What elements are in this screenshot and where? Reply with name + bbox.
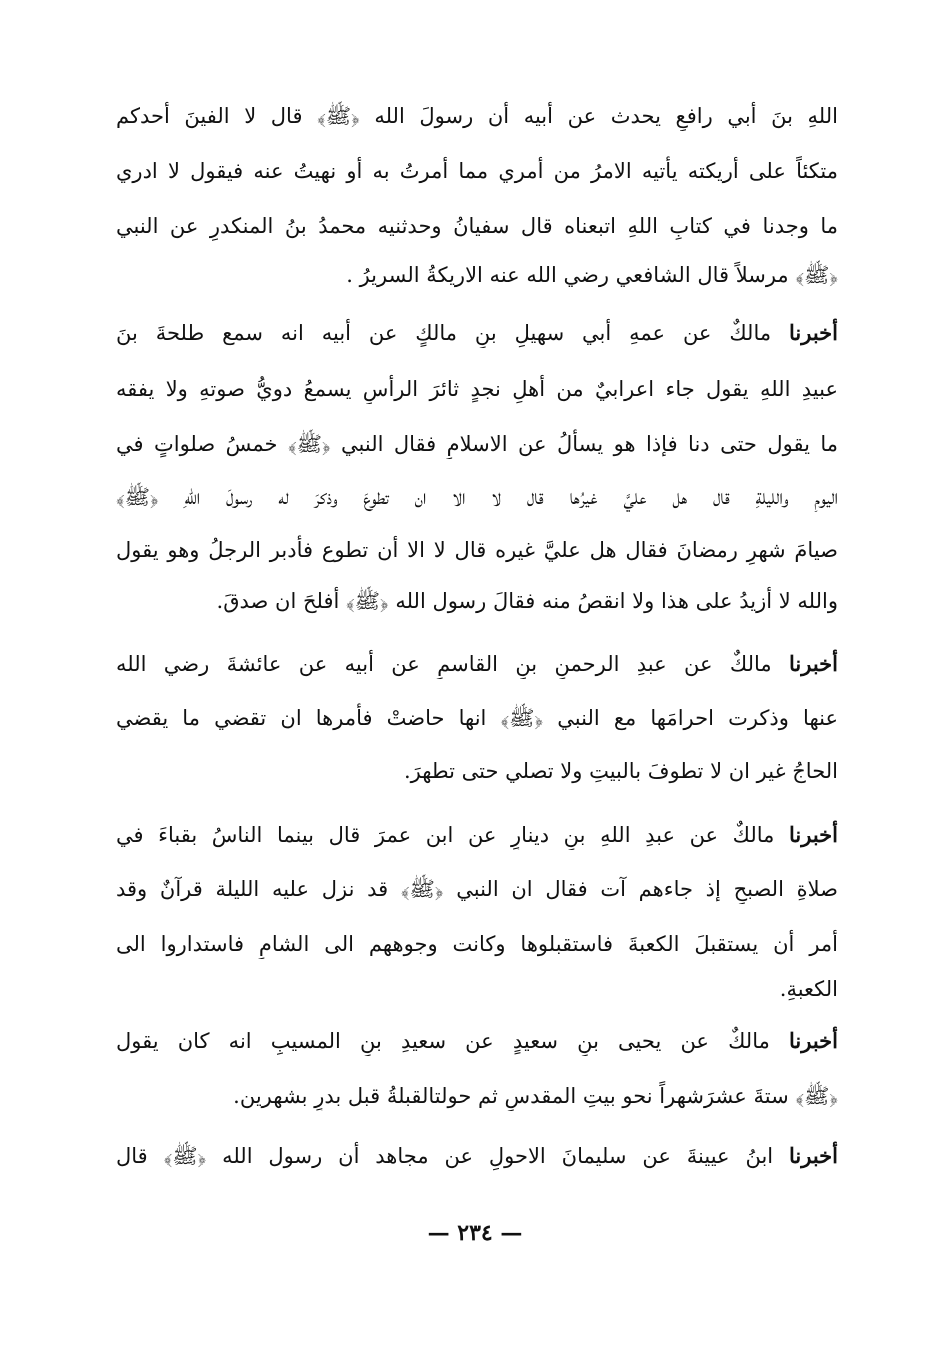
text-line: اللهِ بنَ أبي رافعٍ يحدث عن أبيه أن رسولَ الله ﴿ﷺ﴾ قال لا الفينَ أحدكم [116,104,838,128]
text-line: الكعبةِ. [779,977,838,1001]
line-text: ابنُ عيينةَ عن سليمانَ الاحولِ عن مجاهد أن رسول الله ﴿ﷺ﴾ قال [116,1144,774,1168]
text-line: الحاجُ غير ان لا تطوفَ بالبيتِ ولا تصلي حتى تطهرَ. [403,759,838,783]
line-text: مالكٌ عن عبدِ اللهِ بنِ دينارٍ عن ابن عمرَ قال بينما الناسُ بقباءَ في [116,823,775,847]
text-line [116,649,838,679]
line-text: مالكٌ عن عمهِ أبي سهيلِ بنِ مالكٍ عن أبيه انه سمع طلحةَ بنَ [116,321,772,345]
text-line: عبيدِ اللهِ يقول جاء اعرابيٌ من أهلِ نجدٍ ثائرَ الرأسِ يسمعُ دويُّ صوتهِ ولا يفقه [116,377,838,401]
text-line [116,1026,838,1056]
text-line: صلاةِ الصبحِ إذ جاءهم آت فقال ان النبي ﴿ﷺ﴾ قد نزل عليه الليلة قرآنٌ وقد [116,877,838,901]
text-line: ما يقول حتى دنا فإذا هو يسألُ عن الاسلامِ فقال النبي ﴿ﷺ﴾ خمسُ صلواتٍ في [116,432,838,456]
text-line: والله لا أزيدُ على هذا ولا انقصُ منه فقالَ رسول الله ﴿ﷺ﴾ أفلحَ ان صدقَ. [216,589,838,613]
akhbarana-lead: أخبرنا [789,822,838,847]
text-line: عنها وذكرت احرامَها مع النبي ﴿ﷺ﴾ انها حاضتْ فأمرها ان تقضي ما يقضي [116,706,838,730]
text-line [116,318,838,348]
page-number: — ٢٣٤ — [427,1220,523,1246]
akhbarana-lead: أخبرنا [789,651,838,676]
text-line: أمر أن يستقبلَ الكعبةَ فاستقبلوها وكانت وجوههم الى الشامِ فاستداروا الى [116,932,838,956]
text-line: ما وجدنا في كتابِ اللهِ اتبعناه قال سفيانُ وحدثنيه محمدُ بنُ المنكدرِ عن النبي [116,214,838,238]
text-line: ﴿ﷺ﴾ مرسلاً قال الشافعي رضي الله عنه الاريكةُ السريرُ . [346,263,838,287]
line-text: مالكٌ عن عبدِ الرحمنِ بنِ القاسمِ عن أبيه عن عائشةَ رضي الله [116,652,772,676]
text-line [116,820,838,850]
text-line: صيامَ شهرِ رمضانَ فقال هل عليَّ غيره قال لا الا أن تطوع فأدبر الرجلُ وهو يقول [116,538,838,562]
akhbarana-lead: أخبرنا [789,1143,838,1168]
text-line: اليومِ والليلةِ قال هل عليَّ غيرُها قال لا الا ان تطوعَ وذكرَ له رسولَ اللهِ ﴿ﷺ﴾ [116,485,838,509]
akhbarana-lead: أخبرنا [789,320,838,345]
text-line: ﴿ﷺ﴾ ستةَ عشرَشهراً نحو بيتِ المقدسِ ثم حولتالقبلةُ قبل بدرٍ بشهرين. [233,1084,838,1108]
line-text: مالكٌ عن يحيى بنِ سعيدٍ عن سعيدِ بنِ المسيبِ انه كان يقول [116,1029,770,1053]
text-line: متكئاً على أريكته يأتيه الامرُ من أمري مما أمرتُ به أو نهيتُ عنه فيقول لا ادري [116,159,838,183]
akhbarana-lead: أخبرنا [789,1028,838,1053]
text-line [116,1141,838,1171]
